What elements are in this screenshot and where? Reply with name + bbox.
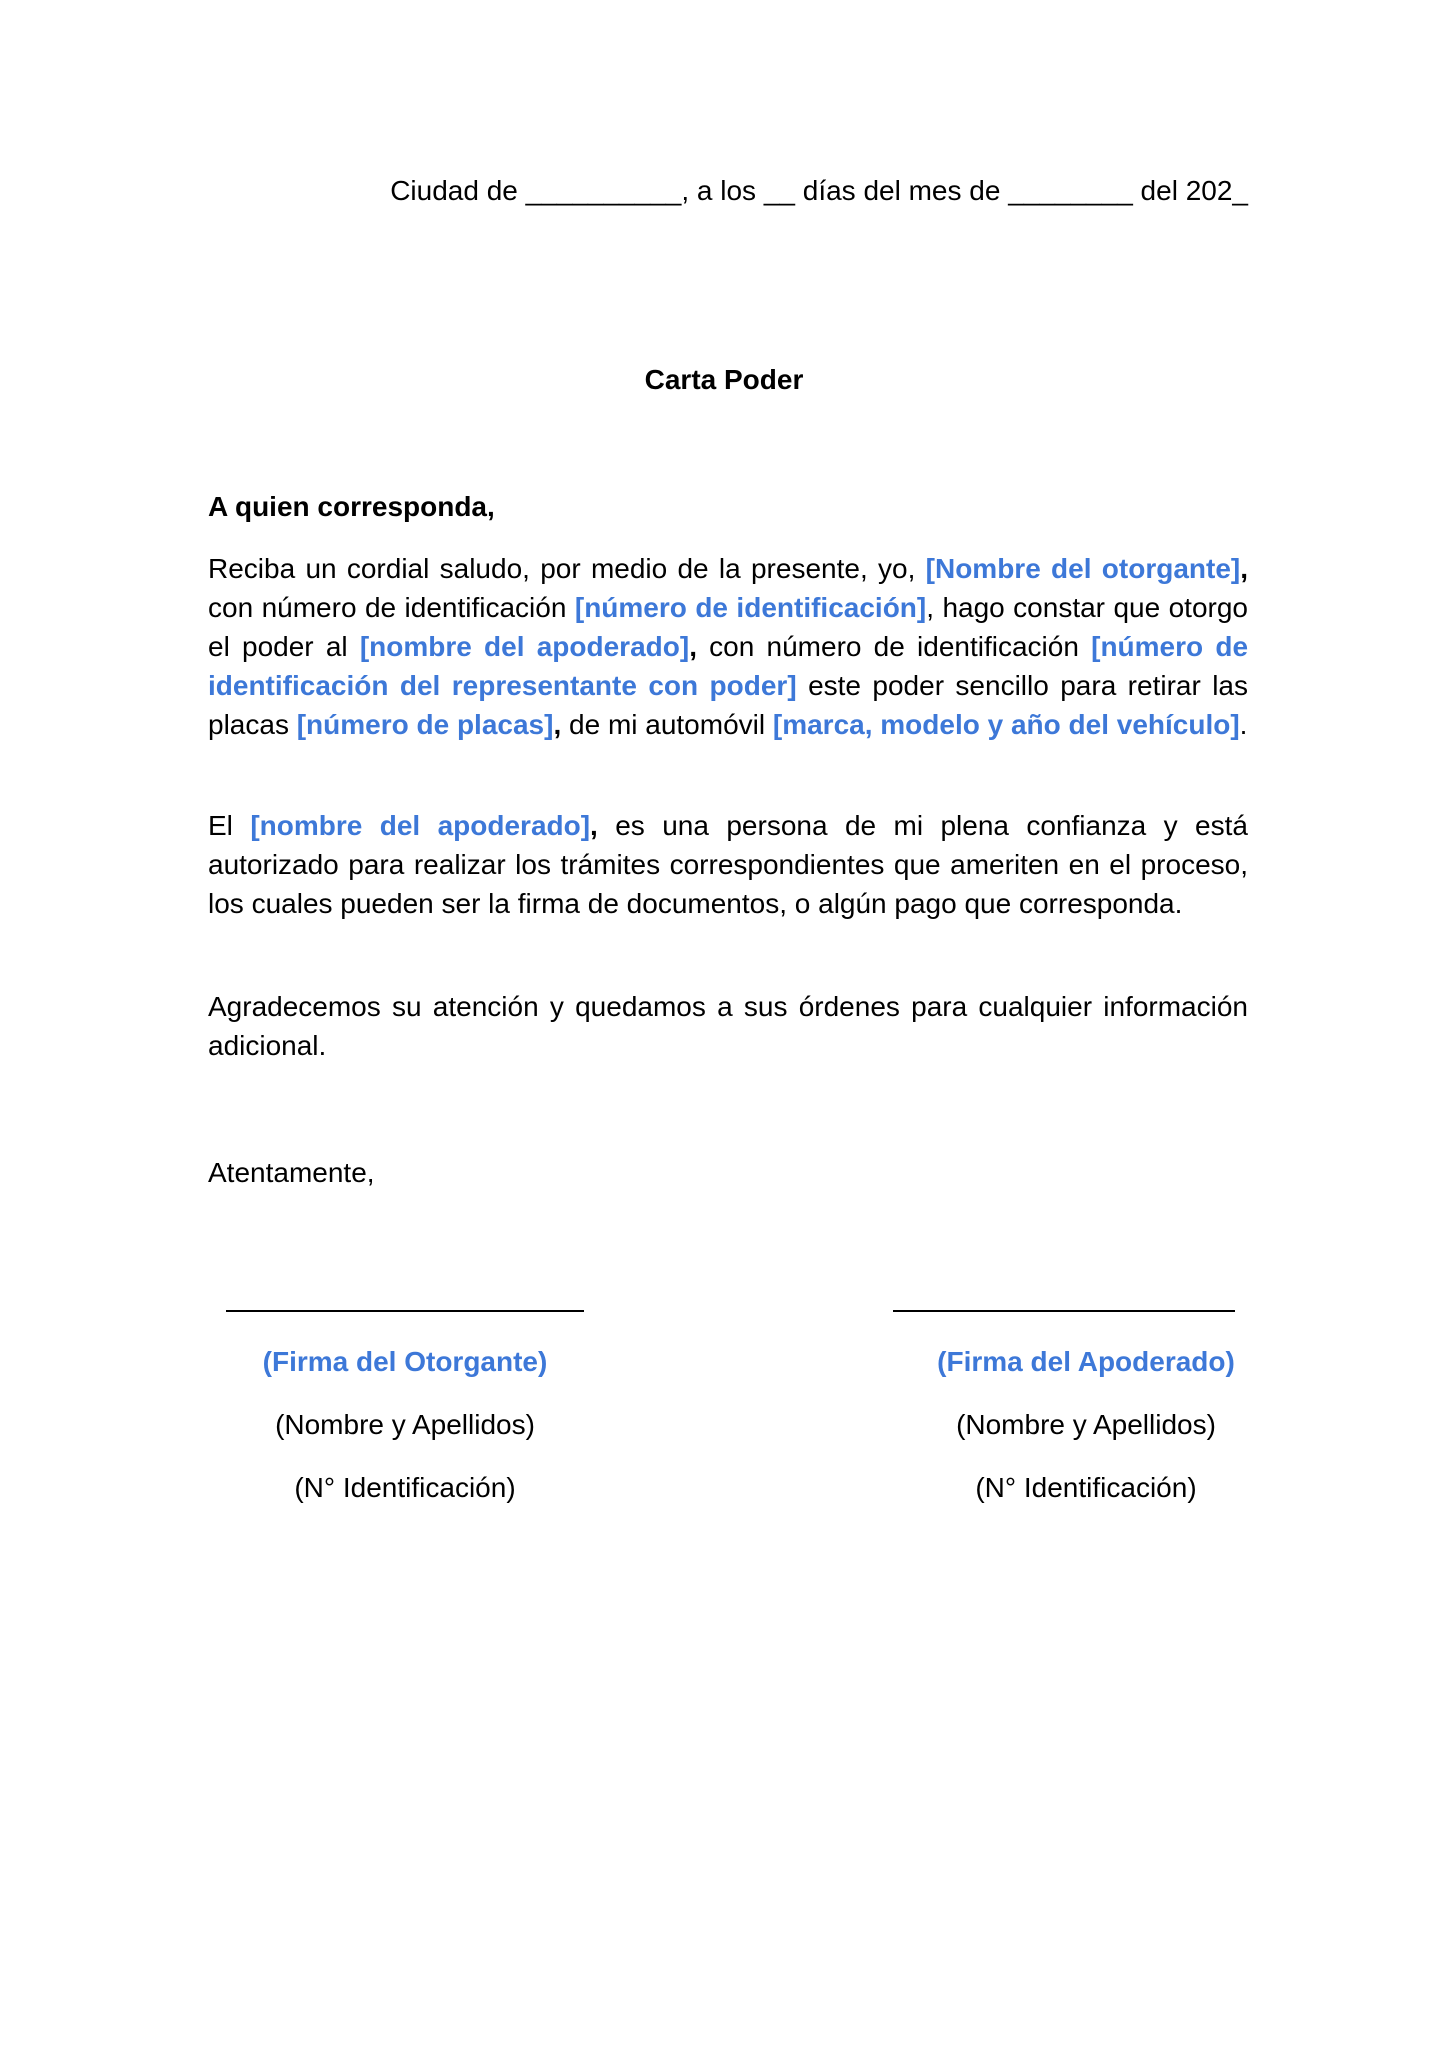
signature-name-attorney: (Nombre y Apellidos) [956,1409,1216,1440]
text-fragment: , [553,709,562,740]
text-fragment: este poder sencillo para retirar las placas [208,670,1249,740]
placeholder-grantor-name: [Nombre del otorgante] [925,553,1241,584]
text-fragment: El [208,810,251,841]
text-fragment: , [689,631,697,662]
signature-id-attorney: (N° Identificación) [975,1472,1197,1503]
text-fragment: con número de identificación [208,592,575,623]
text-fragment: con número de identificación [696,631,1092,662]
paragraph-power-grant [208,549,1248,744]
closing: Atentamente, [208,1157,375,1188]
placeholder-attorney-id: [número de identificación del representante con poder] [208,631,1249,701]
paragraph-attorney-trust [208,806,1248,923]
text-fragment: es una persona de mi plena confianza y está autorizado para realizar los trámites correspondientes que ameriten en el proceso, los cuales pueden ser la firma de documentos, o algún pago que corresponda. [208,810,1248,919]
placeholder-plate-number: [número de placas] [296,709,554,740]
placeholder-attorney-name: [nombre del apoderado] [359,631,690,662]
text-fragment: , [590,810,598,841]
text-fragment: Reciba un cordial saludo, por medio de la presente, yo, [208,553,926,584]
signature-block-attorney [905,1342,1267,1531]
signature-block-grantor [224,1342,586,1531]
signature-name-grantor: (Nombre y Apellidos) [275,1409,535,1440]
signature-line-grantor [226,1310,584,1312]
placeholder-grantor-id: [número de identificación] [574,592,927,623]
text-fragment: , hago constar que otorgo el poder al [208,592,1248,662]
signature-id-grantor: (N° Identificación) [294,1472,516,1503]
text-fragment: . [1239,709,1248,740]
date-line: Ciudad de __________, a los __ días del mes de ________ del 202_ [390,175,1248,206]
signature-line-attorney [893,1310,1235,1312]
signature-role-grantor: (Firma del Otorgante) [262,1346,548,1377]
text-fragment: , [1240,553,1248,584]
placeholder-attorney-name: [nombre del apoderado] [250,810,591,841]
placeholder-vehicle-details: [marca, modelo y año del vehículo] [772,709,1240,740]
salutation: A quien corresponda, [208,491,495,522]
signature-role-attorney: (Firma del Apoderado) [937,1346,1235,1377]
document-title: Carta Poder [644,364,804,395]
paragraph-thanks: Agradecemos su atención y quedamos a sus órdenes para cualquier información adicional. [208,991,1248,1061]
text-fragment: de mi automóvil [561,709,773,740]
